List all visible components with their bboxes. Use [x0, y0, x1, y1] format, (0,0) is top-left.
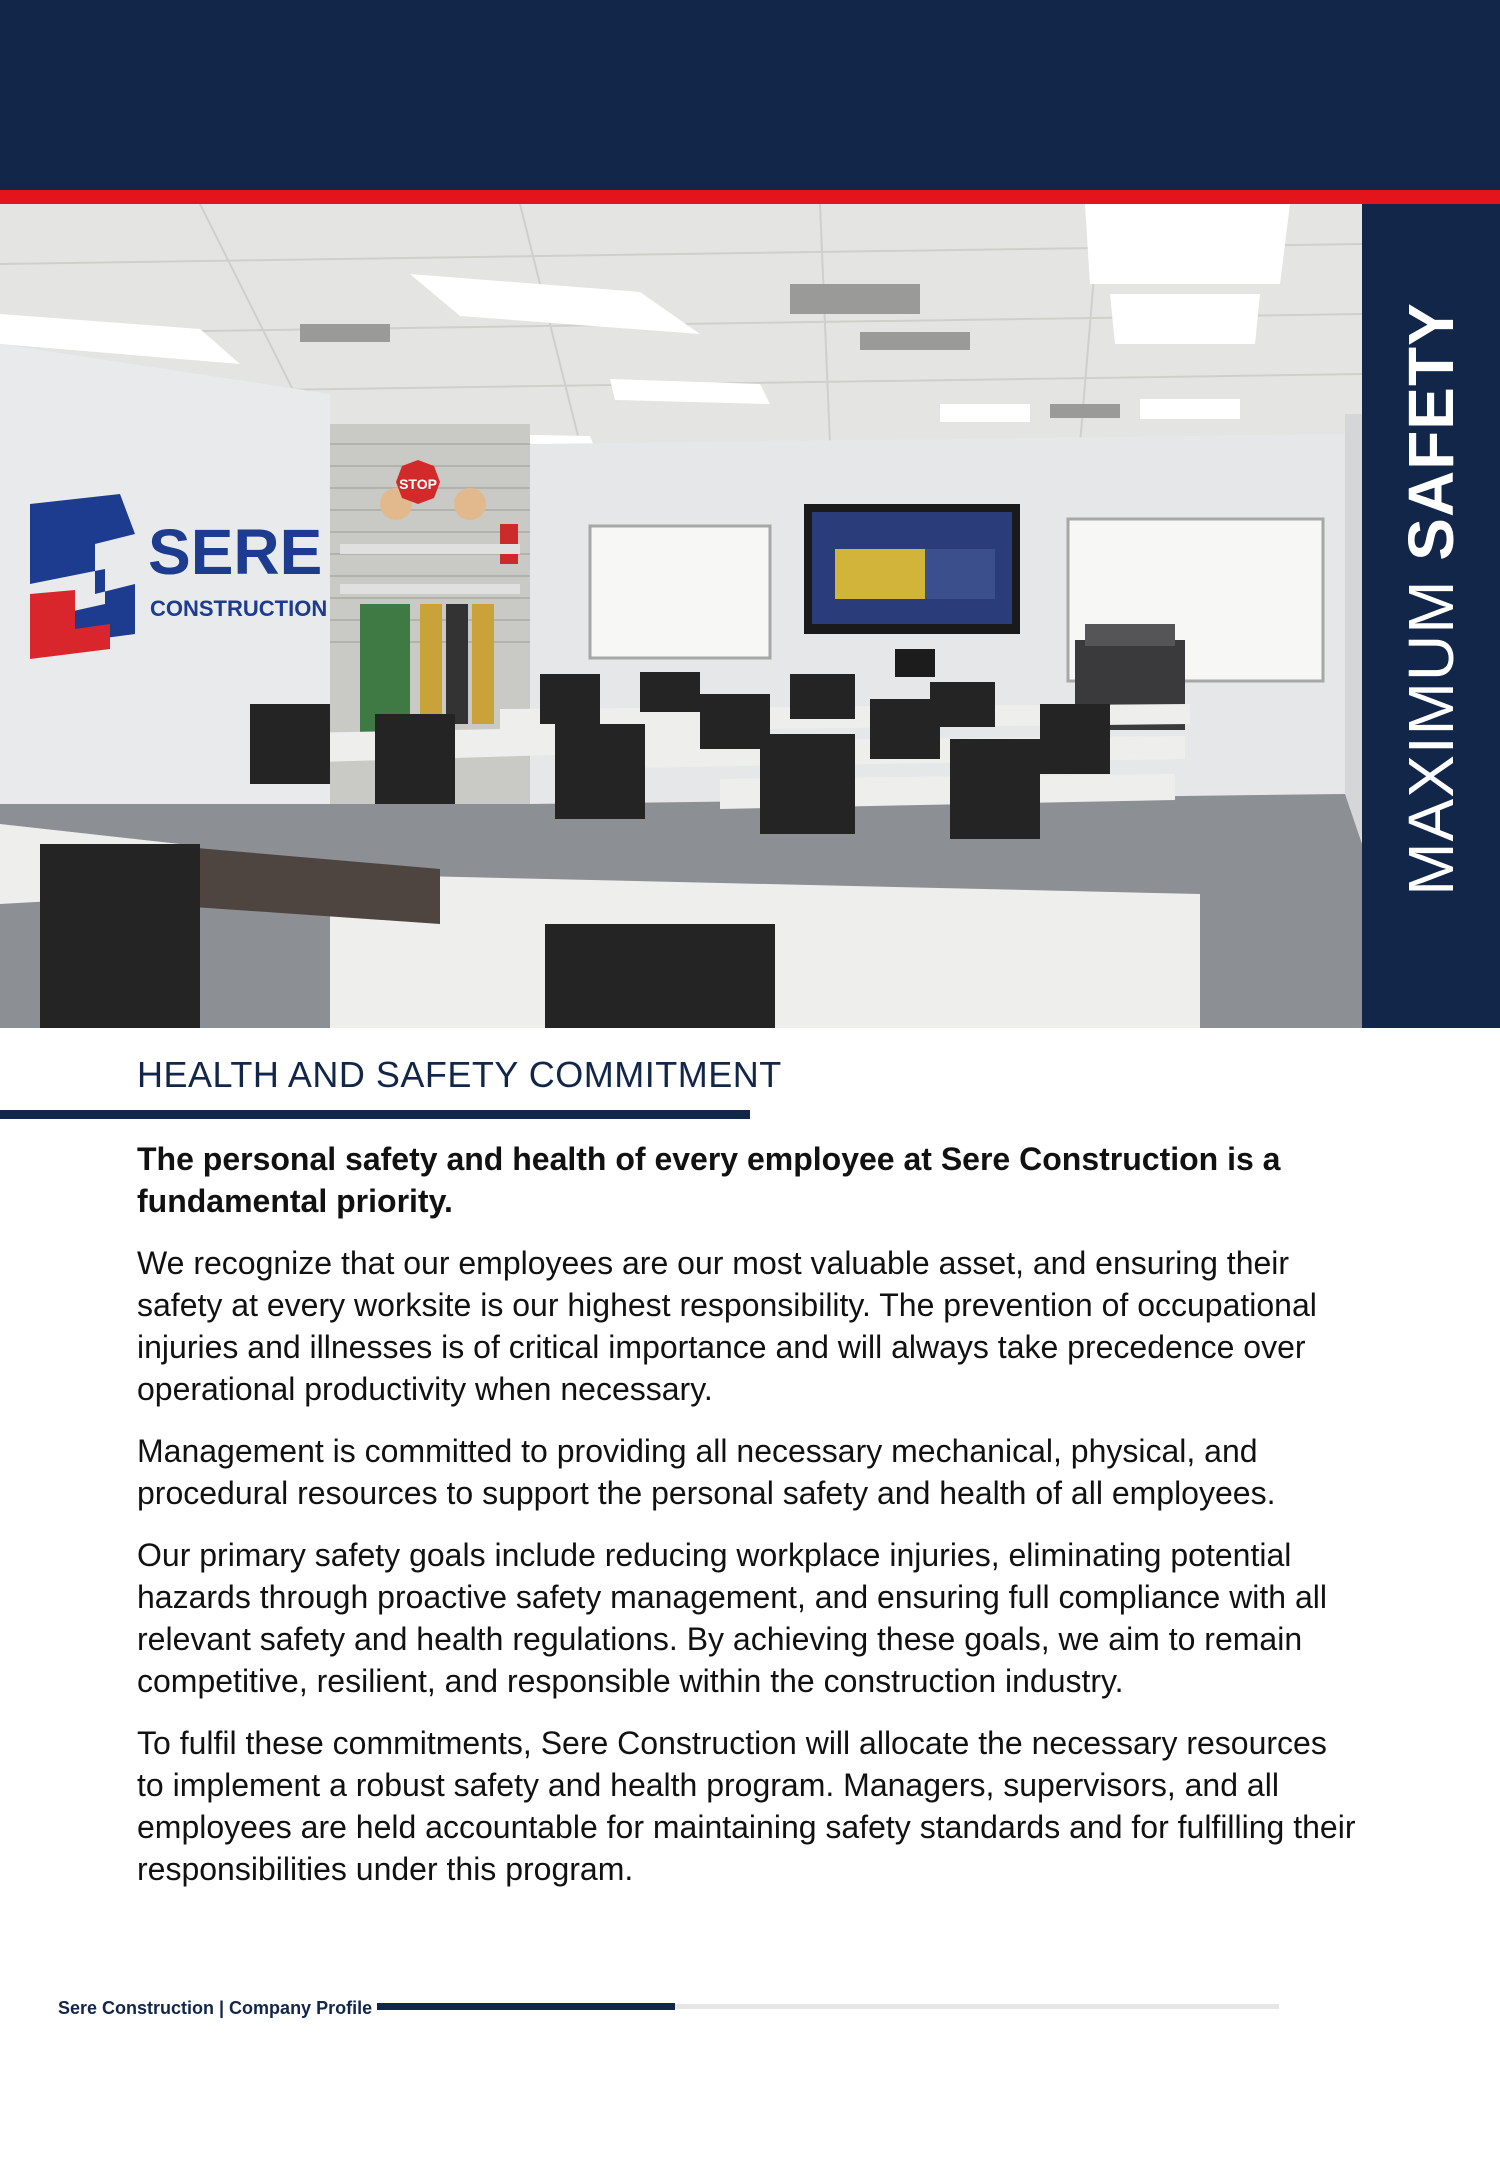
side-title — [1395, 302, 1467, 896]
svg-text:STOP: STOP — [399, 476, 437, 492]
stop-sign — [396, 460, 440, 504]
paragraph-1: We recognize that our employees are our most valuable asset, and ensuring their safety at every worksite is our highest responsibility. The prevention of occupational injuries and illnesses is of critical importance and will always take precedence over operational productivity when necessary. — [137, 1245, 1317, 1407]
header-red-rule — [0, 190, 1500, 204]
side-panel — [1362, 204, 1500, 1028]
paragraph-2: Management is committed to providing all necessary mechanical, physical, and procedural resources to support the personal safety and health of all employees. — [137, 1433, 1276, 1511]
whiteboard-left — [590, 526, 770, 658]
wall-tv — [804, 504, 1020, 634]
side-title-word1: MAXIMUM — [1395, 579, 1467, 896]
svg-text:SERE: SERE — [148, 516, 323, 588]
footer-label: Sere Construction | Company Profile — [58, 1998, 373, 2018]
footer-progress-fill — [377, 2003, 675, 2010]
lead-paragraph: The personal safety and health of every employee at Sere Construction is a fundamental priority. — [137, 1141, 1281, 1219]
training-room-photo — [0, 204, 1362, 1028]
svg-text:CONSTRUCTION: CONSTRUCTION — [150, 596, 328, 621]
paragraph-3: Our primary safety goals include reducing workplace injuries, eliminating potential hazards through proactive safety management, and ensuring full compliance with all relevant safety and health regulations. By achieving these goals, we aim to remain competitive, resilient, and responsible within the construction industry. — [137, 1537, 1327, 1699]
heading-underline — [0, 1110, 750, 1119]
side-title-word2: SAFETY — [1395, 302, 1467, 561]
header-band — [0, 0, 1500, 190]
section-heading: HEALTH AND SAFETY COMMITMENT — [137, 1054, 782, 1095]
paragraph-4: To fulfil these commitments, Sere Construction will allocate the necessary resources to implement a robust safety and health program. Managers, supervisors, and all employees are held accountable for maintaining safety standards and for fulfilling their responsibilities under this program. — [137, 1725, 1356, 1887]
body-text — [137, 1138, 1357, 1910]
